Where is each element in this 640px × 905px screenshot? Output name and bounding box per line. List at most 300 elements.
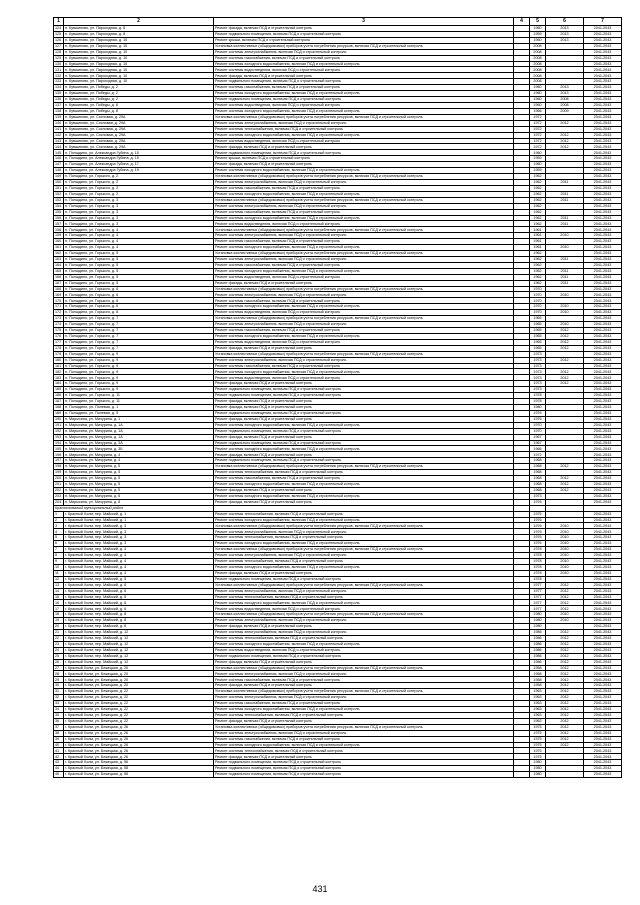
address-cell: п. Мирыхина, ул. Мичурина, д. 1А [64, 434, 214, 440]
row-number-cell: 129 [54, 55, 64, 61]
address-cell: г. Красный Холм, пер. Майский, д. 4 [64, 558, 214, 564]
work-type-cell: Ремонт системы теплоснабжения, включая ПСД и строительный контроль [214, 748, 514, 754]
year-cell: 1972 [530, 452, 546, 458]
address-cell: п. Полшдино, ул. Горького, д. 9 [64, 357, 214, 363]
row-number-cell: 156 [54, 215, 64, 221]
work-type-cell: Ремонт системы газоснабжения, включая ПСД и строительный контроль [214, 701, 514, 707]
year-cell: 2008 [530, 61, 546, 67]
work-type-cell: Ремонт системы холодного водоснабжения, включая ПСД и строительный контроль [214, 132, 514, 138]
year-cell: 2011 [546, 280, 584, 286]
row-number-cell: 138 [54, 108, 64, 114]
period-cell: 2041-2043 [584, 85, 622, 91]
address-cell: г. Красный Холм, ул. Бежецкая, д. 26 [64, 730, 214, 736]
period-cell: 2041-2043 [584, 446, 622, 452]
period-cell: 2041-2043 [584, 67, 622, 73]
address-cell: г. Красный Холм, ул. Бежецкая, д. 22 [64, 701, 214, 707]
row-number-cell: 147 [54, 162, 64, 168]
period-cell: 2041-2043 [584, 772, 622, 778]
address-cell: п. Мирыхина, ул. Мичурина, д. 8 [64, 499, 214, 505]
year-cell: 2010 [546, 558, 584, 564]
year-cell: 1963 [530, 701, 546, 707]
address-cell: п. Мирыхина, ул. Мичурина, д. 5 [64, 464, 214, 470]
work-type-cell: Ремонт системы газоснабжения, включая ПСД и строительный контроль [214, 185, 514, 191]
row-number-cell: 195 [54, 446, 64, 452]
work-type-cell: Ремонт системы электроснабжения, включая ПСД и строительный контроль [214, 292, 514, 298]
year-cell: 1980 [530, 618, 546, 624]
year-cell: 1977 [530, 582, 546, 588]
header-cell: 3 [214, 18, 514, 26]
period-cell: 2041-2043 [584, 748, 622, 754]
year-cell: 1973 [530, 363, 546, 369]
address-cell: г. Красный Холм, пер. Майский, д. 6 [64, 600, 214, 606]
work-type-cell: Ремонт подвального помещения, включая ПСД и строительный контроль [214, 760, 514, 766]
row-number-cell: 203 [54, 493, 64, 499]
period-cell: 2041-2043 [584, 547, 622, 553]
period-cell: 2041-2043 [584, 49, 622, 55]
work-type-cell: Ремонт фасада, включая ПСД и строительный контроль [214, 345, 514, 351]
header-cell: 6 [546, 18, 584, 26]
year-cell: 1976 [530, 511, 546, 517]
period-cell: 2041-2043 [584, 209, 622, 215]
year-cell: 1976 [530, 529, 546, 535]
row-number-cell: 182 [54, 369, 64, 375]
work-type-cell: Ремонт фасада, включая ПСД и строительный контроль [214, 659, 514, 665]
row-number-cell: 187 [54, 399, 64, 405]
row-number-cell: 146 [54, 156, 64, 162]
period-cell: 2041-2043 [584, 120, 622, 126]
period-cell: 2041-2043 [584, 689, 622, 695]
year-cell: 2012 [546, 677, 584, 683]
year-cell: 1970 [530, 304, 546, 310]
year-cell: 1980 [530, 624, 546, 630]
year-cell: 1986 [530, 630, 546, 636]
address-cell: г. Красный Холм, ул. Бежецкая, д. 20 [64, 671, 214, 677]
work-type-cell: Установка коллективных (общедомовых) приборов учета потребления ресурсов, включая ПСД и строительный контроль [214, 251, 514, 257]
table-row [54, 168, 622, 174]
work-type-cell: Установка коллективных (общедомовых) приборов учета потребления ресурсов, включая ПСД и строительный контроль [214, 665, 514, 671]
work-type-cell: Ремонт системы холодного водоснабжения, включая ПСД и строительный контроль [214, 446, 514, 452]
period-cell: 2041-2043 [584, 558, 622, 564]
period-cell: 2041-2043 [584, 162, 622, 168]
year-cell: 2012 [546, 120, 584, 126]
row-number-cell: 164 [54, 262, 64, 268]
period-cell: 2041-2043 [584, 523, 622, 529]
row-number-cell: 12 [54, 576, 64, 582]
work-type-cell: Ремонт фасада, включая ПСД и строительный контроль [214, 416, 514, 422]
row-number-cell: 197 [54, 458, 64, 464]
row-number-cell: 179 [54, 351, 64, 357]
period-cell: 2041-2043 [584, 405, 622, 411]
address-cell: п. Мирыхина, ул. Мичурина, д. 5 [64, 476, 214, 482]
year-cell: 1978 [530, 553, 546, 559]
row-number-cell: 4 [54, 529, 64, 535]
year-cell: 1975 [530, 730, 546, 736]
address-cell: п. Мирыхина, ул. Мичурина, д. 4 [64, 452, 214, 458]
period-cell: 2041-2043 [584, 268, 622, 274]
period-cell: 2041-2043 [584, 333, 622, 339]
period-cell: 2041-2043 [584, 37, 622, 43]
year-cell: 1962 [530, 209, 546, 215]
address-cell: г. Красный Холм, пер. Майский, д. 6 [64, 606, 214, 612]
year-cell: 1968 [530, 481, 546, 487]
address-cell: г. Красный Холм, пер. Майский, д. 8 [64, 612, 214, 618]
period-cell: 2041-2043 [584, 458, 622, 464]
year-cell: 1972 [530, 144, 546, 150]
address-cell: п. Полшдино, ул. Горького, д. 3 [64, 203, 214, 209]
row-number-cell: 136 [54, 97, 64, 103]
row-number-cell: 170 [54, 298, 64, 304]
year-cell: 1965 [530, 316, 546, 322]
work-type-cell: Ремонт подвального помещения, включая ПСД и строительный контроль [214, 97, 514, 103]
address-cell: п. Полшдино, ул. Горького, д. 7 [64, 345, 214, 351]
address-cell: п. Полшдино, ул. Горького, д. 9 [64, 387, 214, 393]
work-type-cell: Ремонт фасада, включая ПСД и строительный контроль [214, 624, 514, 630]
period-cell: 2041-2043 [584, 156, 622, 162]
work-type-cell: Ремонт системы теплоснабжения, включая ПСД и строительный контроль [214, 470, 514, 476]
work-type-cell: Установка коллективных (общедомовых) приборов учета потребления ресурсов, включая ПСД и строительный контроль [214, 197, 514, 203]
work-type-cell: Установка коллективных (общедомовых) приборов учета потребления ресурсов, включая ПСД и строительный контроль [214, 114, 514, 120]
year-cell: 2011 [546, 221, 584, 227]
year-cell: 2010 [546, 523, 584, 529]
period-cell: 2041-2043 [584, 191, 622, 197]
work-type-cell: Ремонт системы холодного водоснабжения, включая ПСД и строительный контроль [214, 564, 514, 570]
year-cell: 2012 [546, 630, 584, 636]
year-cell: 1970 [530, 292, 546, 298]
work-type-cell: Ремонт подвального помещения, включая ПСД и строительный контроль [214, 458, 514, 464]
row-number-cell: 131 [54, 67, 64, 73]
period-cell: 2041-2043 [584, 624, 622, 630]
row-number-cell: 159 [54, 233, 64, 239]
period-cell: 2041-2043 [584, 434, 622, 440]
year-cell: 1972 [530, 114, 546, 120]
address-cell: п. Полшдино, ул. Горького, д. 6 [64, 286, 214, 292]
row-number-cell: 173 [54, 316, 64, 322]
work-type-cell: Ремонт подвального помещения, включая ПСД и строительный контроль [214, 79, 514, 85]
row-number-cell: 2 [54, 517, 64, 523]
work-type-cell: Ремонт подвального помещения, включая ПСД и строительный контроль [214, 653, 514, 659]
row-number-cell: 15 [54, 594, 64, 600]
address-cell: г. Красный Холм, ул. Бежецкая, д. 58 [64, 772, 214, 778]
address-cell: п. Мирыхина, ул. Мичурина, д. 4 [64, 458, 214, 464]
row-number-cell: 27 [54, 665, 64, 671]
row-number-cell: 125 [54, 31, 64, 37]
year-cell: 1960 [530, 97, 546, 103]
period-cell: 2041-2043 [584, 659, 622, 665]
address-cell: п. Полшдино, ул. Горького, д. 5 [64, 274, 214, 280]
page-number: 431 [312, 884, 328, 894]
work-type-cell: Ремонт системы холодного водоснабжения, включая ПСД и строительный контроль [214, 641, 514, 647]
work-type-cell: Ремонт системы водоотведения, включая ПСД и строительный контроль [214, 102, 514, 108]
row-number-cell: 160 [54, 239, 64, 245]
address-cell: п. Полшдино, ул. Горького, д. 7 [64, 316, 214, 322]
period-cell: 2041-2043 [584, 635, 622, 641]
work-type-cell: Ремонт подвального помещения, включая ПСД и строительный контроль [214, 387, 514, 393]
work-type-cell: Ремонт фасада, включая ПСД и строительный контроль [214, 73, 514, 79]
year-cell: 2013 [546, 91, 584, 97]
address-cell: п. Полшдино, ул. Горького, д. 6 [64, 292, 214, 298]
year-cell: 2010 [546, 292, 584, 298]
year-cell: 1968 [530, 458, 546, 464]
year-cell: 2010 [546, 564, 584, 570]
table-row [54, 150, 622, 156]
period-cell: 2041-2043 [584, 304, 622, 310]
row-number-cell: 165 [54, 268, 64, 274]
year-cell: 2010 [546, 553, 584, 559]
row-number-cell: 7 [54, 547, 64, 553]
year-cell: 1962 [530, 191, 546, 197]
period-cell: 2041-2043 [584, 26, 622, 32]
row-number-cell: 39 [54, 736, 64, 742]
address-cell: г. Красный Холм, пер. Майский, д. 12 [64, 630, 214, 636]
period-cell: 2041-2043 [584, 322, 622, 328]
year-cell: 2013 [546, 26, 584, 32]
row-number-cell: 44 [54, 766, 64, 772]
address-cell: г. Красный Холм, ул. Бежецкая, д. 20 [64, 683, 214, 689]
row-number-cell: 166 [54, 274, 64, 280]
period-cell: 2041-2043 [584, 363, 622, 369]
work-type-cell: Ремонт системы газоснабжения, включая ПСД и строительный контроль [214, 239, 514, 245]
address-cell: г. Красный Холм, ул. Бежецкая, д. 26 [64, 736, 214, 742]
period-cell: 2041-2043 [584, 464, 622, 470]
period-cell: 2041-2043 [584, 369, 622, 375]
year-cell: 1962 [530, 262, 546, 268]
period-cell: 2041-2043 [584, 416, 622, 422]
work-type-cell: Ремонт системы теплоснабжения, включая ПСД и строительный контроль [214, 511, 514, 517]
period-cell: 2041-2043 [584, 517, 622, 523]
year-cell: 1976 [530, 517, 546, 523]
work-type-cell: Ремонт системы холодного водоснабжения, включая ПСД и строительный контроль [214, 369, 514, 375]
work-type-cell: Ремонт системы холодного водоснабжения, включая ПСД и строительный контроль [214, 600, 514, 606]
address-cell: г. Красный Холм, ул. Бежецкая, д. 58 [64, 766, 214, 772]
row-number-cell: 154 [54, 203, 64, 209]
year-cell: 1961 [530, 239, 546, 245]
address-cell: п. Мирыхина, ул. Мичурина, д. 6 [64, 493, 214, 499]
address-cell: п. Кувшиново, ул. Пароходная, д. 10 [64, 73, 214, 79]
work-type-cell: Ремонт системы электроснабжения, включая ПСД и строительный контроль [214, 730, 514, 736]
period-cell: 2041-2043 [584, 712, 622, 718]
register-table [53, 17, 622, 778]
year-cell: 1978 [530, 547, 546, 553]
year-cell: 2012 [546, 718, 584, 724]
period-cell: 2041-2043 [584, 553, 622, 559]
work-type-cell: Ремонт системы газоснабжения, включая ПСД и строительный контроль [214, 677, 514, 683]
year-cell: 2010 [546, 570, 584, 576]
year-cell: 1962 [530, 274, 546, 280]
period-cell: 2041-2043 [584, 511, 622, 517]
header-cell: 5 [530, 18, 546, 26]
work-type-cell: Ремонт фасада, включая ПСД и строительный контроль [214, 683, 514, 689]
year-cell: 2012 [546, 665, 584, 671]
work-type-cell: Ремонт системы холодного водоснабжения, включая ПСД и строительный контроль [214, 517, 514, 523]
year-cell: 2011 [546, 179, 584, 185]
period-cell: 2041-2043 [584, 310, 622, 316]
address-cell: п. Полшдино, ул. Александра Губина, д. 19 [64, 168, 214, 174]
row-number-cell: 167 [54, 280, 64, 286]
period-cell: 2041-2043 [584, 647, 622, 653]
year-cell: 1975 [530, 748, 546, 754]
row-number-cell: 3 [54, 523, 64, 529]
address-cell: г. Красный Холм, ул. Бежецкая, д. 26 [64, 754, 214, 760]
year-cell: 2008 [530, 67, 546, 73]
year-cell: 1968 [530, 476, 546, 482]
year-cell: 1976 [530, 535, 546, 541]
row-number-cell: 21 [54, 630, 64, 636]
work-type-cell: Ремонт системы холодного водоснабжения, включая ПСД и строительный контроль [214, 707, 514, 713]
year-cell: 1972 [530, 126, 546, 132]
year-cell: 1972 [530, 120, 546, 126]
work-type-cell: Установка коллективных (общедомовых) приборов учета потребления ресурсов, включая ПСД и строительный контроль [214, 43, 514, 49]
work-type-cell: Ремонт системы холодного водоснабжения, включая ПСД и строительный контроль [214, 91, 514, 97]
address-cell: п. Кувшиново, ул. Пароходная, д. 10 [64, 43, 214, 49]
period-cell: 2041-2043 [584, 618, 622, 624]
period-cell: 2041-2043 [584, 114, 622, 120]
year-cell: 2012 [546, 695, 584, 701]
row-number-cell: 153 [54, 197, 64, 203]
year-cell: 2012 [546, 689, 584, 695]
year-cell: 2011 [546, 191, 584, 197]
period-cell: 2041-2043 [584, 718, 622, 724]
year-cell: 2012 [546, 724, 584, 730]
work-type-cell: Ремонт системы электроснабжения, включая ПСД и строительный контроль [214, 203, 514, 209]
period-cell: 2041-2043 [584, 724, 622, 730]
work-type-cell: Ремонт системы электроснабжения, включая ПСД и строительный контроль [214, 256, 514, 262]
period-cell: 2041-2043 [584, 476, 622, 482]
year-cell: 2008 [530, 49, 546, 55]
address-cell: п. Полшдино, ул. Горького, д. 9 [64, 351, 214, 357]
year-cell: 2011 [546, 274, 584, 280]
year-cell: 1978 [530, 570, 546, 576]
work-type-cell: Установка коллективных (общедомовых) приборов учета потребления ресурсов, включая ПСД и строительный контроль [214, 689, 514, 695]
address-cell: п. Полшдино, ул. Горького, д. 3 [64, 221, 214, 227]
address-cell: г. Красный Холм, пер. Майский, д. 8 [64, 618, 214, 624]
work-type-cell: Ремонт системы водоотведения, включая ПСД и строительный контроль [214, 606, 514, 612]
address-cell: п. Полшдино, ул. Горького, д. 6 [64, 310, 214, 316]
year-cell: 1978 [530, 393, 546, 399]
period-cell: 2041-2043 [584, 428, 622, 434]
address-cell: п. Кувшиново, ул. Сосновая, д. 29А [64, 114, 214, 120]
address-cell: п. Полшдино, ул. Горького, д. 4 [64, 227, 214, 233]
address-cell: п. Кувшиново, ул. Пароходная, д. 8 [64, 31, 214, 37]
row-number-cell: 151 [54, 185, 64, 191]
year-cell: 1962 [530, 215, 546, 221]
row-number-cell: 183 [54, 375, 64, 381]
year-cell: 2008 [530, 79, 546, 85]
year-cell: 1976 [530, 416, 546, 422]
address-cell: п. Полшдино, ул. Горького, д. 11 [64, 399, 214, 405]
address-cell: п. Кувшиново, ул. Пароходная, д. 10 [64, 61, 214, 67]
row-number-cell: 180 [54, 357, 64, 363]
year-cell: 1960 [530, 37, 546, 43]
row-number-cell: 40 [54, 742, 64, 748]
period-cell: 2041-2043 [584, 683, 622, 689]
address-cell: п. Полшдино, ул. Горького, д. 6 [64, 304, 214, 310]
period-cell: 2041-2043 [584, 564, 622, 570]
period-cell: 2041-2043 [584, 351, 622, 357]
address-cell: г. Красный Холм, пер. Майский, д. 4 [64, 570, 214, 576]
row-number-cell: 204 [54, 499, 64, 505]
row-number-cell: 32 [54, 695, 64, 701]
address-cell: п. Полшдино, ул. Горького, д. 4 [64, 245, 214, 251]
year-cell: 1958 [530, 671, 546, 677]
year-cell: 1965 [530, 339, 546, 345]
year-cell: 2010 [546, 304, 584, 310]
year-cell: 2012 [546, 357, 584, 363]
year-cell: 2012 [546, 375, 584, 381]
work-type-cell: Ремонт системы водоотведения, включая ПСД и строительный контроль [214, 310, 514, 316]
period-cell: 2041-2043 [584, 529, 622, 535]
work-type-cell: Ремонт системы газоснабжения, включая ПСД и строительный контроль [214, 476, 514, 482]
year-cell: 1962 [530, 179, 546, 185]
year-cell: 1960 [530, 150, 546, 156]
work-type-cell: Установка коллективных (общедомовых) приборов учета потребления ресурсов, включая ПСД и строительный контроль [214, 523, 514, 529]
period-cell: 2041-2043 [584, 357, 622, 363]
address-cell: п. Полшдино, ул. Горького, д. 5 [64, 262, 214, 268]
year-cell: 2010 [546, 612, 584, 618]
year-cell: 2013 [546, 31, 584, 37]
row-number-cell: 192 [54, 428, 64, 434]
row-number-cell: 200 [54, 476, 64, 482]
year-cell: 1958 [530, 677, 546, 683]
address-cell: п. Мирыхина, ул. Мичурина, д. 1А [64, 422, 214, 428]
year-cell: 2008 [530, 55, 546, 61]
period-cell: 2041-2043 [584, 677, 622, 683]
work-type-cell: Ремонт подвального помещения, включая ПСД и строительный контроль [214, 576, 514, 582]
work-type-cell: Ремонт системы холодного водоснабжения, включая ПСД и строительный контроль [214, 333, 514, 339]
work-type-cell: Ремонт системы холодного водоснабжения, включая ПСД и строительный контроль [214, 742, 514, 748]
address-cell: г. Красный Холм, пер. Майский, д. 3 [64, 529, 214, 535]
period-cell: 2041-2043 [584, 286, 622, 292]
period-cell: 2041-2043 [584, 298, 622, 304]
year-cell: 2012 [546, 647, 584, 653]
year-cell: 1961 [530, 245, 546, 251]
year-cell: 2010 [546, 233, 584, 239]
work-type-cell: Ремонт системы водоотведения, включая ПСД и строительный контроль [214, 67, 514, 73]
row-number-cell: 22 [54, 635, 64, 641]
period-cell: 2041-2043 [584, 79, 622, 85]
address-cell: г. Красный Холм, пер. Майский, д. 12 [64, 641, 214, 647]
row-number-cell: 38 [54, 730, 64, 736]
work-type-cell: Ремонт системы электроснабжения, включая ПСД и строительный контроль [214, 529, 514, 535]
period-cell: 2041-2043 [584, 470, 622, 476]
address-cell: п. Полшдино, ул. Горького, д. 7 [64, 328, 214, 334]
year-cell: 1973 [530, 381, 546, 387]
row-number-cell: 189 [54, 410, 64, 416]
period-cell: 2041-2043 [584, 541, 622, 547]
address-cell: г. Красный Холм, пер. Майский, д. 12 [64, 653, 214, 659]
work-type-cell: Ремонт системы электроснабжения, включая ПСД и строительный контроль [214, 671, 514, 677]
row-number-cell: 202 [54, 487, 64, 493]
year-cell: 1986 [530, 635, 546, 641]
period-cell: 2041-2043 [584, 701, 622, 707]
address-cell: п. Полшдино, ул. Горького, д. 3 [64, 197, 214, 203]
period-cell: 2041-2043 [584, 754, 622, 760]
row-number-cell: 193 [54, 434, 64, 440]
year-cell: 2012 [546, 132, 584, 138]
section-title: Краснохолмский муниципальный район [54, 505, 214, 511]
work-type-cell: Ремонт фасада, включая ПСД и строительный контроль [214, 754, 514, 760]
row-number-cell: 10 [54, 564, 64, 570]
year-cell: 2012 [546, 328, 584, 334]
address-cell: г. Красный Холм, пер. Майский, д. 4 [64, 564, 214, 570]
work-type-cell: Ремонт подвального помещения, включая ПСД и строительный контроль [214, 31, 514, 37]
work-type-cell: Установка коллективных (общедомовых) приборов учета потребления ресурсов, включая ПСД и строительный контроль [214, 286, 514, 292]
row-number-cell: 23 [54, 641, 64, 647]
row-number-cell: 35 [54, 712, 64, 718]
row-number-cell: 5 [54, 535, 64, 541]
work-type-cell: Ремонт системы газоснабжения, включая ПСД и строительный контроль [214, 209, 514, 215]
year-cell: 1960 [530, 91, 546, 97]
period-cell: 2041-2043 [584, 132, 622, 138]
